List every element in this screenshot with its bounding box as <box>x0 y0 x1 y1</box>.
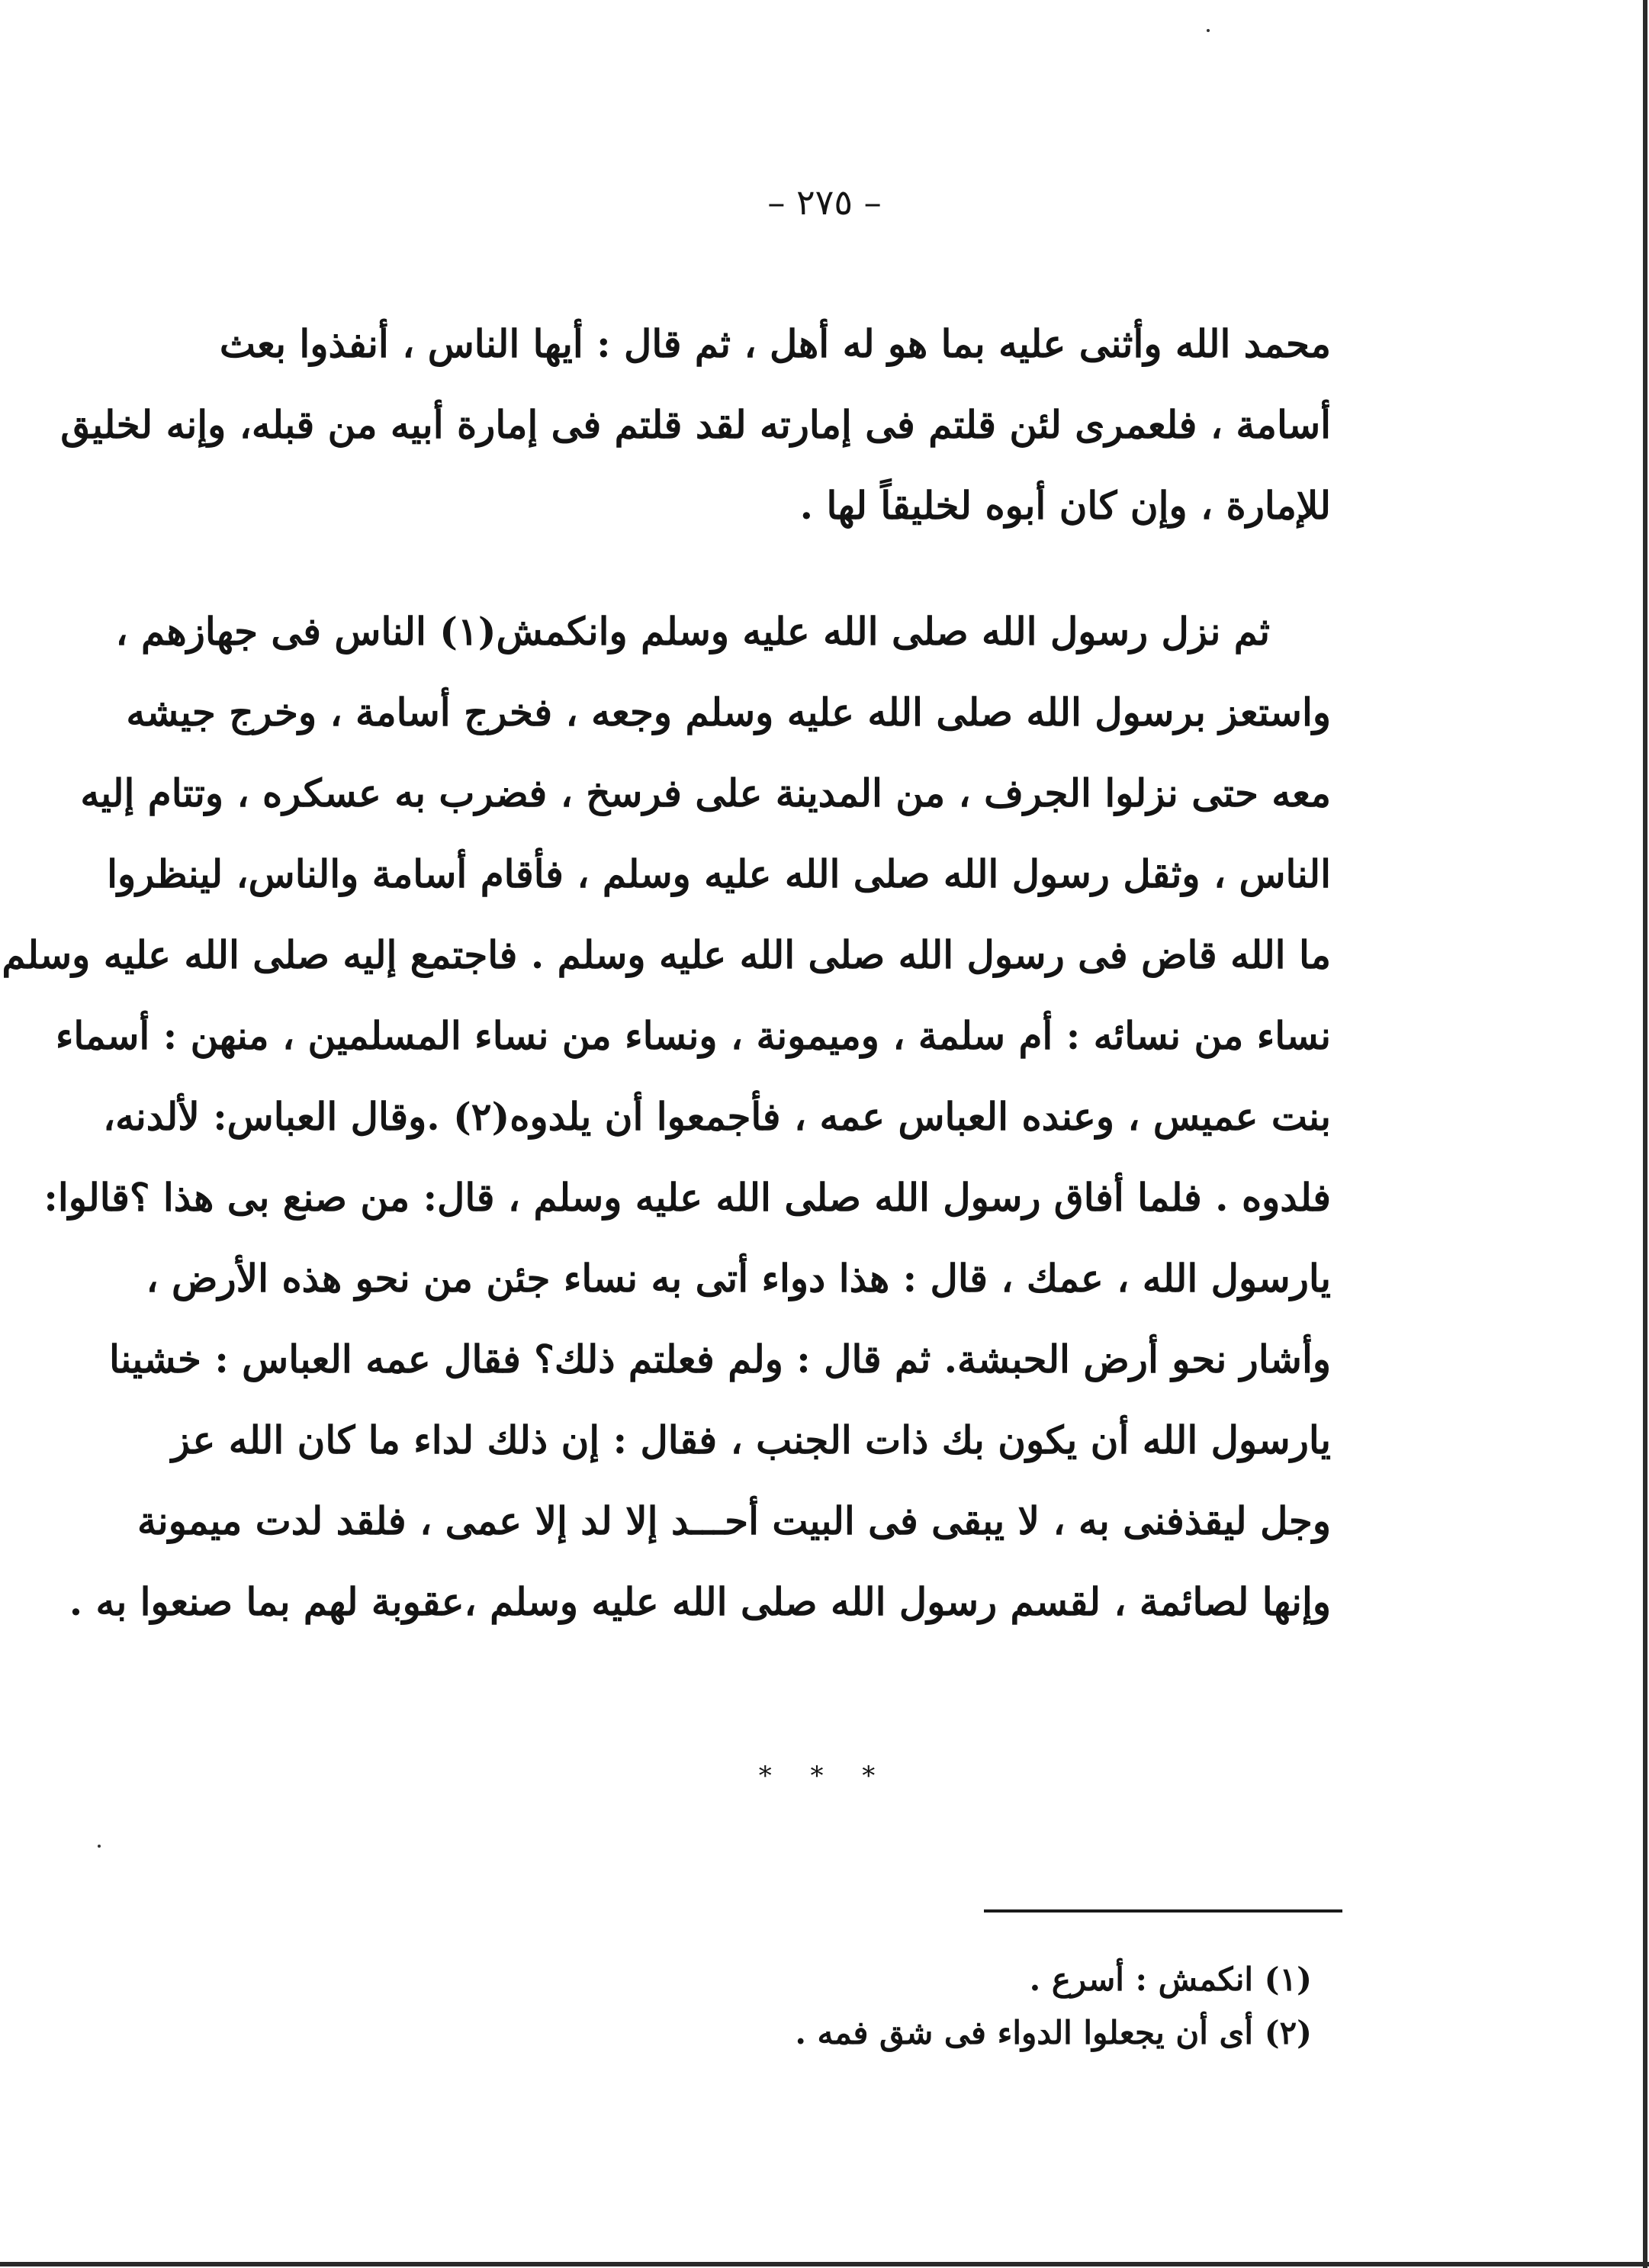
section-separator: * * * <box>758 1761 891 1791</box>
footnote-1: (١) انكمش : أسرع . <box>1029 1961 1312 1998</box>
text-line: أسامة ، فلعمرى لئن قلتم فى إمارته لقد قلتم فى إمارة أبيه من قبله، وإنه لخليق <box>60 402 1331 447</box>
text-line: وجل ليقذفنى به ، لا يبقى فى البيت أحـــد إلا لد إلا عمى ، فلقد لدت ميمونة <box>137 1498 1331 1543</box>
text-line: يارسول الله ، عمك ، قال : هذا دواء أتى به نساء جئن من نحو هذه الأرض ، <box>146 1256 1331 1301</box>
scan-speck <box>1207 29 1210 32</box>
text-line: معه حتى نزلوا الجرف ، من المدينة على فرسخ ، فضرب به عسكره ، وتتام إليه <box>80 770 1331 816</box>
text-line: الناس ، وثقل رسول الله صلى الله عليه وسلم ، فأقام أسامة والناس، لينظروا <box>107 851 1331 896</box>
paragraph-1 <box>60 304 1331 546</box>
scan-speck <box>98 1845 101 1848</box>
footnote-rule <box>984 1909 1342 1913</box>
paragraph-2 <box>2 591 1331 1642</box>
footnote-2: (٢) أى أن يجعلوا الدواء فى شق فمه . <box>795 2014 1312 2051</box>
text-line: للإمارة ، وإن كان أبوه لخليقاً لها . <box>799 483 1331 528</box>
text-line: وأشار نحو أرض الحبشة. ثم قال : ولم فعلتم ذلك؟ فقال عمه العباس : خشينا <box>108 1337 1331 1382</box>
scan-border-bottom <box>0 2262 1649 2266</box>
text-line: بنت عميس ، وعنده العباس عمه ، فأجمعوا أن يلدوه(٢) .وقال العباس: لألدنه، <box>102 1094 1331 1139</box>
page-number: – ٢٧٥ – <box>767 182 882 223</box>
text-line: واستعز برسول الله صلى الله عليه وسلم وجعه ، فخرج أسامة ، وخرج جيشه <box>126 690 1331 735</box>
text-line: محمد الله وأثنى عليه بما هو له أهل ، ثم قال : أيها الناس ، أنفذوا بعث <box>219 321 1331 366</box>
footnotes <box>795 1953 1312 2060</box>
text-line: وإنها لصائمة ، لقسم رسول الله صلى الله عليه وسلم ،عقوبة لهم بما صنعوا به . <box>69 1579 1331 1624</box>
text-line: يارسول الله أن يكون بك ذات الجنب ، فقال : إن ذلك لداء ما كان الله عز <box>171 1417 1331 1462</box>
text-line: نساء من نسائه : أم سلمة ، وميمونة ، ونساء من نساء المسلمين ، منهن : أسماء <box>55 1013 1331 1058</box>
scan-border-right <box>1643 0 1647 2268</box>
text-line: فلدوه . فلما أفاق رسول الله صلى الله عليه وسلم ، قال: من صنع بى هذا ؟قالوا: <box>43 1175 1331 1220</box>
text-line: ثم نزل رسول الله صلى الله عليه وسلم وانكمش(١) الناس فى جهازهم ، <box>115 609 1270 654</box>
text-line: ما الله قاض فى رسول الله صلى الله عليه وسلم . فاجتمع إليه صلى الله عليه وسلم <box>2 932 1331 977</box>
